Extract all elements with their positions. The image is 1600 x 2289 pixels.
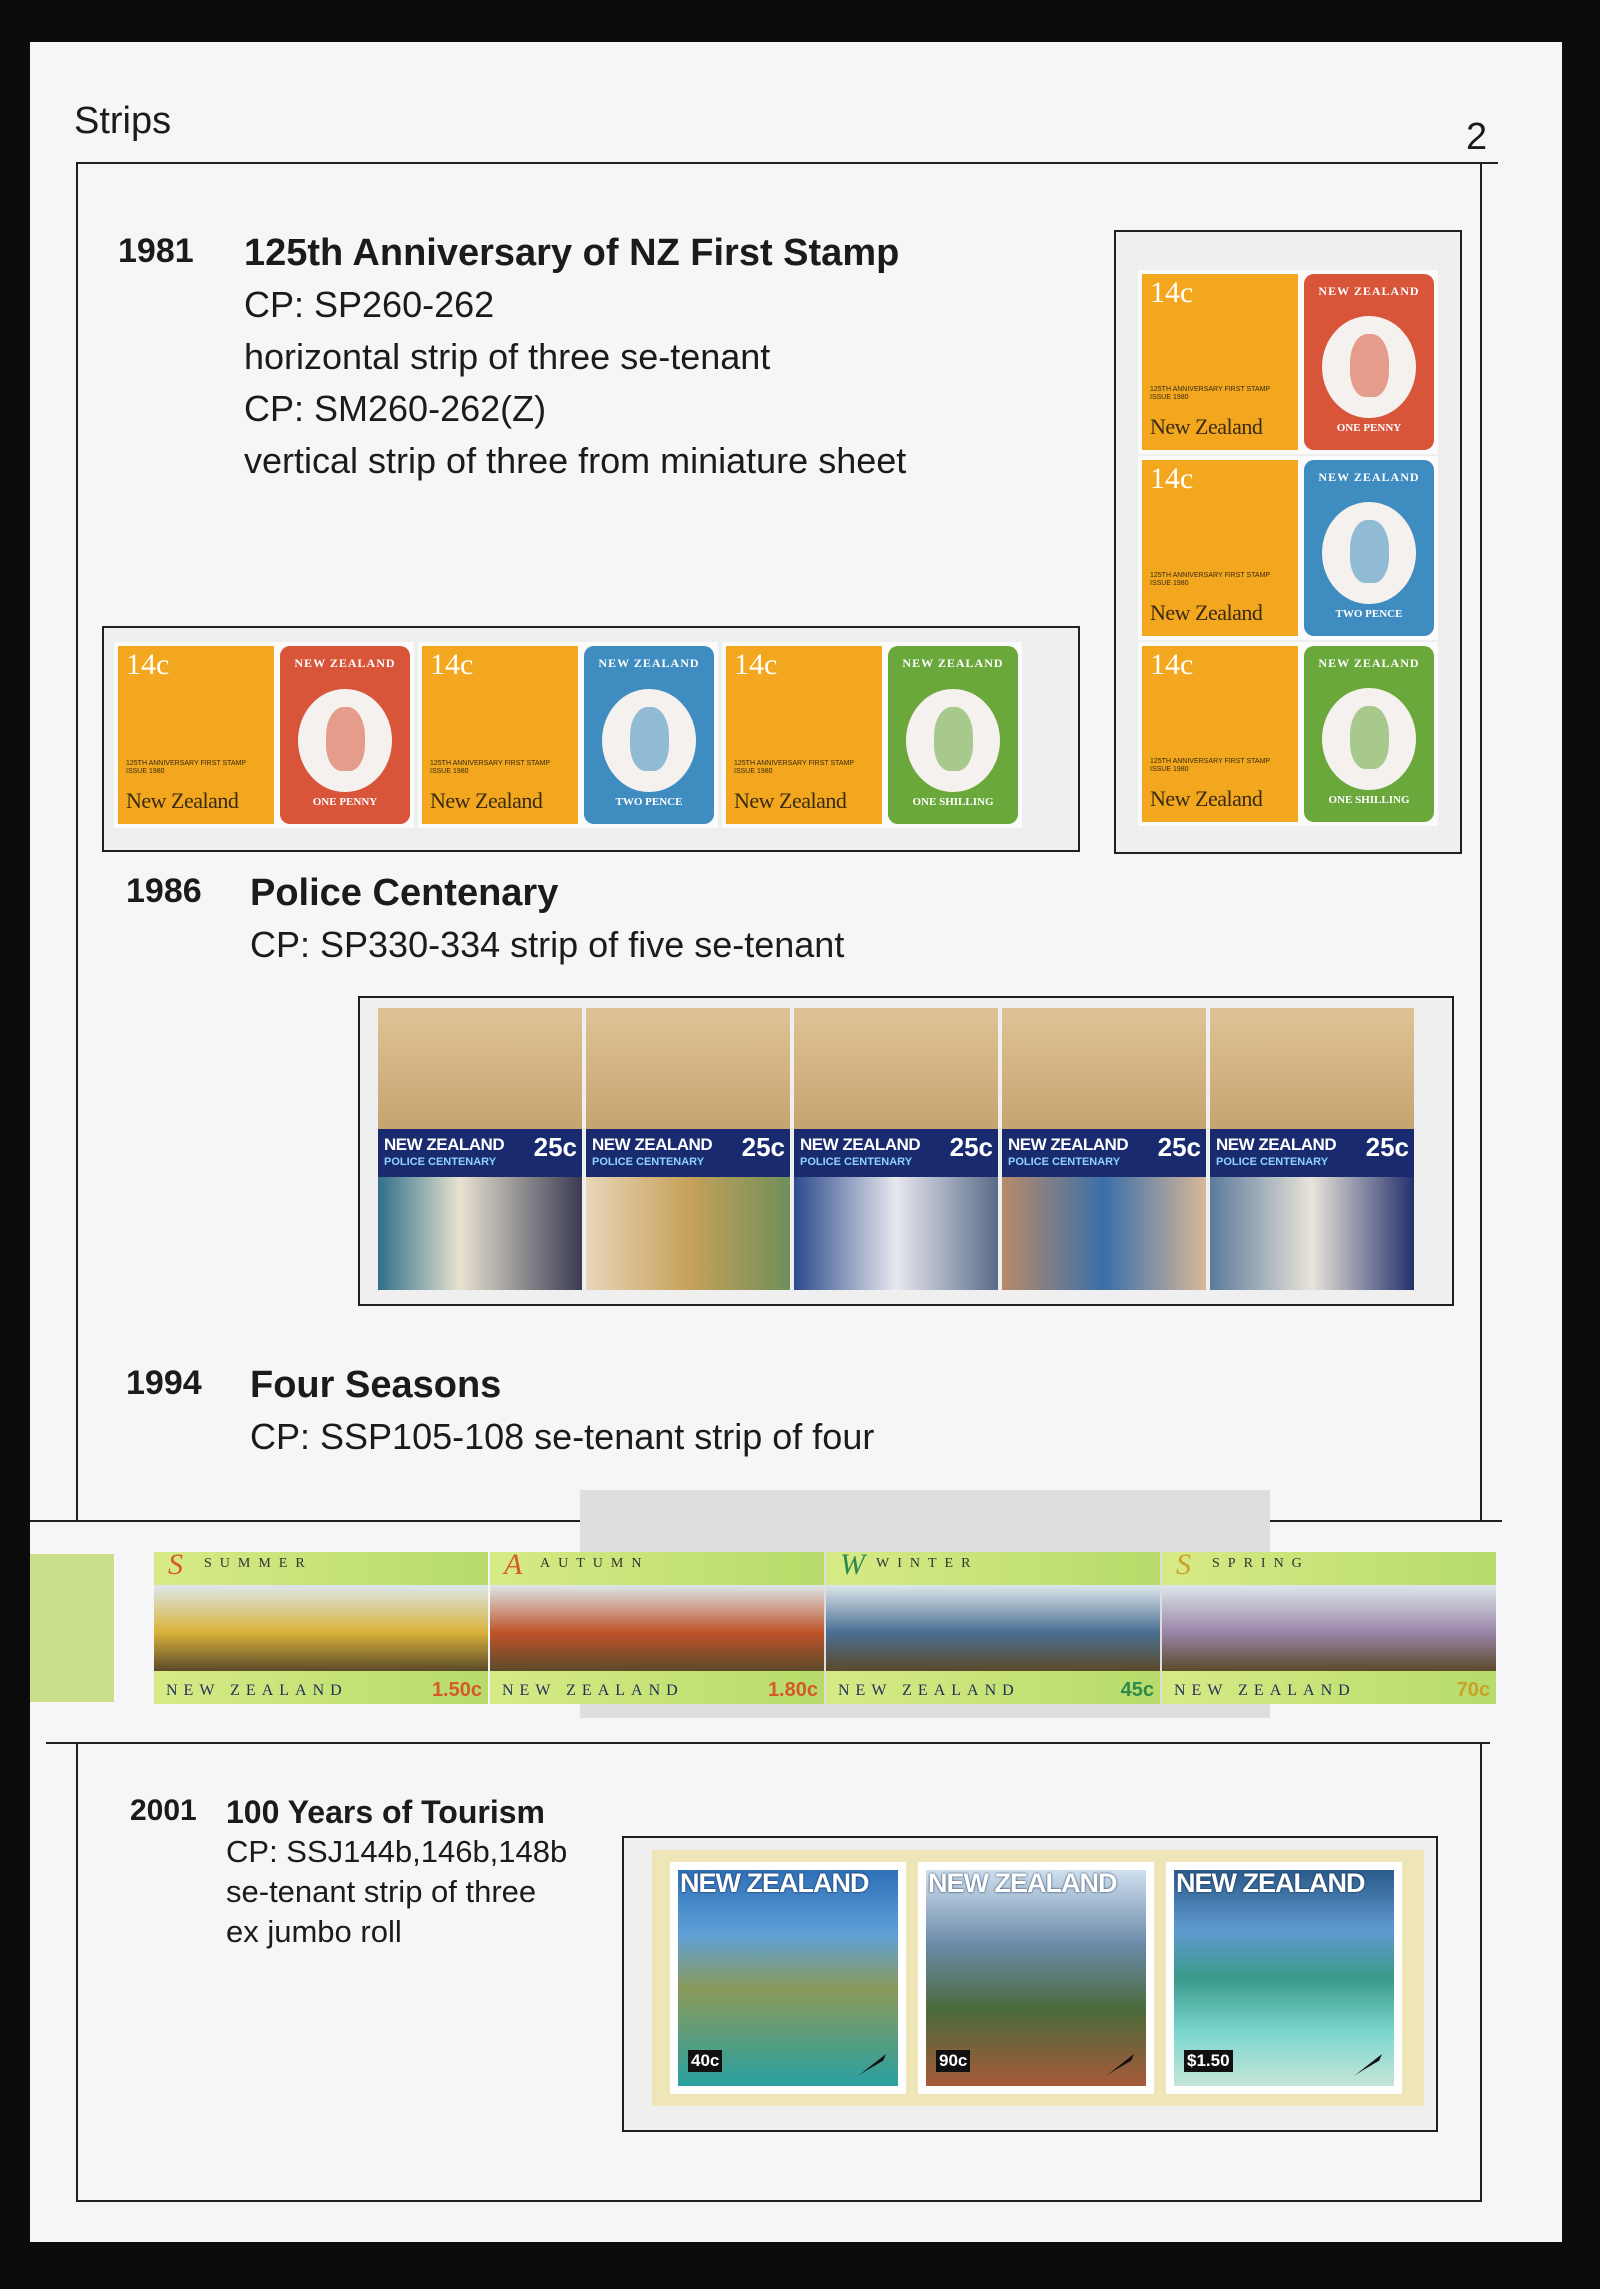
stamp-value: 25c <box>533 1132 577 1163</box>
police-stamp <box>1002 1008 1206 1290</box>
stamp-pair <box>1138 642 1438 826</box>
stamp-pair <box>418 642 718 828</box>
album-page <box>30 42 1562 2242</box>
stamp-pair <box>114 642 414 828</box>
police-subtitle: POLICE CENTENARY <box>1008 1156 1121 1169</box>
stamp-value: 14c <box>1150 276 1194 309</box>
seasons-margin-selvage <box>30 1554 114 1702</box>
police-historic-scene <box>1002 1008 1206 1129</box>
entry-line: horizontal strip of three se-tenant <box>244 336 771 377</box>
anniversary-text: 125TH ANNIVERSARY FIRST STAMP ISSUE 1980 <box>126 760 246 775</box>
entry-year: 1994 <box>126 1364 202 1402</box>
police-historic-scene <box>794 1008 998 1129</box>
denomination-text: ONE SHILLING <box>912 795 994 808</box>
country-name: NEW ZEALAND <box>928 1868 1117 1898</box>
chalon-head-stamp <box>584 646 714 824</box>
police-subtitle: POLICE CENTENARY <box>592 1156 705 1169</box>
chalon-top-text: NEW ZEALAND <box>598 656 700 671</box>
bottom-rule <box>76 2200 1482 2202</box>
country-name: NEW ZEALAND <box>680 1868 869 1898</box>
page-number: 2 <box>1466 116 1488 158</box>
entry-line: CP: SSJ144b,146b,148b <box>226 1834 568 1869</box>
season-initial: S <box>1176 1552 1191 1581</box>
police-stamp <box>794 1008 998 1290</box>
police-modern-scene <box>794 1177 998 1290</box>
season-stamp <box>826 1552 1160 1704</box>
stamp-value: 45c <box>1120 1679 1154 1701</box>
chalon-top-text: NEW ZEALAND <box>1318 470 1420 485</box>
stamp-value: 70c <box>1456 1679 1490 1701</box>
entry-title: 125th Anniversary of NZ First Stamp <box>244 232 900 274</box>
police-historic-scene <box>1210 1008 1414 1129</box>
country-name: NEW ZEALAND <box>1174 1682 1356 1699</box>
bottom-left-rule <box>76 1742 78 2202</box>
queen-portrait <box>1350 520 1389 583</box>
police-modern-scene <box>1210 1177 1414 1290</box>
denomination-text: ONE PENNY <box>312 795 378 808</box>
chalon-head-stamp <box>1304 646 1434 822</box>
country-name: New Zealand <box>126 788 239 813</box>
police-strip <box>378 1008 1418 1290</box>
country-name: NEW ZEALAND <box>838 1682 1020 1699</box>
divider-rule-2 <box>46 1742 1490 1744</box>
season-landscape <box>490 1585 824 1670</box>
tourism-strip <box>670 1862 1402 2094</box>
bottom-right-rule <box>1480 1742 1482 2202</box>
entry-title: Four Seasons <box>250 1364 502 1406</box>
queen-portrait <box>1350 706 1389 769</box>
entry-line: CP: SP260-262 <box>244 284 495 325</box>
season-label: AUTUMN <box>540 1556 650 1571</box>
chalon-head-stamp <box>888 646 1018 824</box>
chalon-head-stamp <box>1304 460 1434 636</box>
stamp-value: 14c <box>734 648 778 681</box>
season-initial: S <box>168 1552 183 1581</box>
stamp-pair <box>1138 270 1438 454</box>
stamp-value: 40c <box>688 2050 722 2072</box>
entry-line: vertical strip of three from miniature sheet <box>244 440 907 481</box>
tourism-stamp <box>918 1862 1154 2094</box>
stamp-value: 14c <box>430 648 474 681</box>
anniversary-text: 125TH ANNIVERSARY FIRST STAMP ISSUE 1980 <box>734 760 854 775</box>
country-name: NEW ZEALAND <box>1176 1868 1365 1898</box>
seasons-strip <box>154 1552 1500 1704</box>
denomination-text: ONE PENNY <box>1336 422 1402 435</box>
entry-line: ex jumbo roll <box>226 1914 402 1949</box>
stamp-value: 25c <box>1365 1132 1409 1163</box>
horizontal-strip <box>114 642 1034 828</box>
chalon-top-text: NEW ZEALAND <box>902 656 1004 671</box>
stamp-value: 14c <box>1150 462 1194 495</box>
section-title: Strips <box>74 100 172 142</box>
police-historic-scene <box>378 1008 582 1129</box>
country-name: NEW ZEALAND <box>592 1134 713 1154</box>
police-modern-scene <box>1002 1177 1206 1290</box>
season-landscape <box>154 1585 488 1670</box>
season-initial: A <box>504 1552 523 1581</box>
season-stamp <box>154 1552 488 1704</box>
denomination-text: ONE SHILLING <box>1328 794 1410 807</box>
entry-year: 1981 <box>118 232 194 270</box>
season-label: SUMMER <box>204 1556 313 1571</box>
entry-line: CP: SM260-262(Z) <box>244 388 547 429</box>
season-landscape <box>826 1585 1160 1670</box>
season-initial: W <box>840 1552 865 1581</box>
stamp-value: 14c <box>1150 648 1194 681</box>
police-modern-scene <box>586 1177 790 1290</box>
queen-portrait <box>326 707 365 771</box>
tourism-stamp <box>1166 1862 1402 2094</box>
stamp-value: $1.50 <box>1184 2050 1233 2072</box>
country-name: NEW ZEALAND <box>502 1682 684 1699</box>
queen-portrait <box>1350 334 1389 397</box>
country-name: NEW ZEALAND <box>800 1134 921 1154</box>
season-stamp <box>1162 1552 1496 1704</box>
entry-year: 1986 <box>126 872 202 910</box>
denomination-text: TWO PENCE <box>1335 608 1403 621</box>
country-name: NEW ZEALAND <box>1008 1134 1129 1154</box>
chalon-top-text: NEW ZEALAND <box>1318 656 1420 671</box>
stamp-value: 90c <box>936 2050 970 2072</box>
stamp-value: 1.50c <box>431 1679 482 1701</box>
country-name: New Zealand <box>1150 414 1263 439</box>
stamp-value: 25c <box>949 1132 993 1163</box>
police-modern-scene <box>378 1177 582 1290</box>
country-name: NEW ZEALAND <box>384 1134 505 1154</box>
stamp-value: 14c <box>126 648 170 681</box>
chalon-top-text: NEW ZEALAND <box>294 656 396 671</box>
queen-portrait <box>630 707 669 771</box>
country-name: New Zealand <box>1150 786 1263 811</box>
right-rule <box>1480 162 1482 1520</box>
police-historic-scene <box>586 1008 790 1129</box>
police-stamp <box>586 1008 790 1290</box>
anniversary-text: 125TH ANNIVERSARY FIRST STAMP ISSUE 1980 <box>430 760 550 775</box>
entry-line: CP: SSP105-108 se-tenant strip of four <box>250 1416 875 1457</box>
anniversary-text: 125TH ANNIVERSARY FIRST STAMP ISSUE 1980 <box>1150 572 1270 587</box>
entry-line: se-tenant strip of three <box>226 1874 537 1909</box>
entry-line: CP: SP330-334 strip of five se-tenant <box>250 924 845 965</box>
tourism-stamp <box>670 1862 906 2094</box>
country-name: New Zealand <box>734 788 847 813</box>
country-name: New Zealand <box>1150 600 1263 625</box>
stamp-value: 25c <box>1157 1132 1201 1163</box>
entry-title: 100 Years of Tourism <box>226 1794 545 1830</box>
queen-portrait <box>934 707 973 771</box>
vertical-strip <box>1138 270 1438 834</box>
season-stamp <box>490 1552 824 1704</box>
chalon-head-stamp <box>280 646 410 824</box>
season-label: WINTER <box>876 1556 979 1571</box>
country-name: NEW ZEALAND <box>166 1682 348 1699</box>
left-rule <box>76 162 78 1520</box>
country-name: New Zealand <box>430 788 543 813</box>
anniversary-text: 125TH ANNIVERSARY FIRST STAMP ISSUE 1980 <box>1150 758 1270 773</box>
police-subtitle: POLICE CENTENARY <box>384 1156 497 1169</box>
stamp-pair <box>722 642 1022 828</box>
police-stamp <box>378 1008 582 1290</box>
stamp-value: 1.80c <box>767 1679 818 1701</box>
stamp-pair <box>1138 456 1438 640</box>
anniversary-text: 125TH ANNIVERSARY FIRST STAMP ISSUE 1980 <box>1150 386 1270 401</box>
chalon-top-text: NEW ZEALAND <box>1318 284 1420 299</box>
police-stamp <box>1210 1008 1414 1290</box>
denomination-text: TWO PENCE <box>615 795 683 808</box>
entry-year: 2001 <box>130 1794 197 1827</box>
season-landscape <box>1162 1585 1496 1670</box>
police-subtitle: POLICE CENTENARY <box>800 1156 913 1169</box>
stamp-value: 25c <box>741 1132 785 1163</box>
chalon-head-stamp <box>1304 274 1434 450</box>
police-subtitle: POLICE CENTENARY <box>1216 1156 1329 1169</box>
entry-title: Police Centenary <box>250 872 559 914</box>
country-name: NEW ZEALAND <box>1216 1134 1337 1154</box>
top-rule <box>76 162 1498 164</box>
season-label: SPRING <box>1212 1556 1310 1571</box>
